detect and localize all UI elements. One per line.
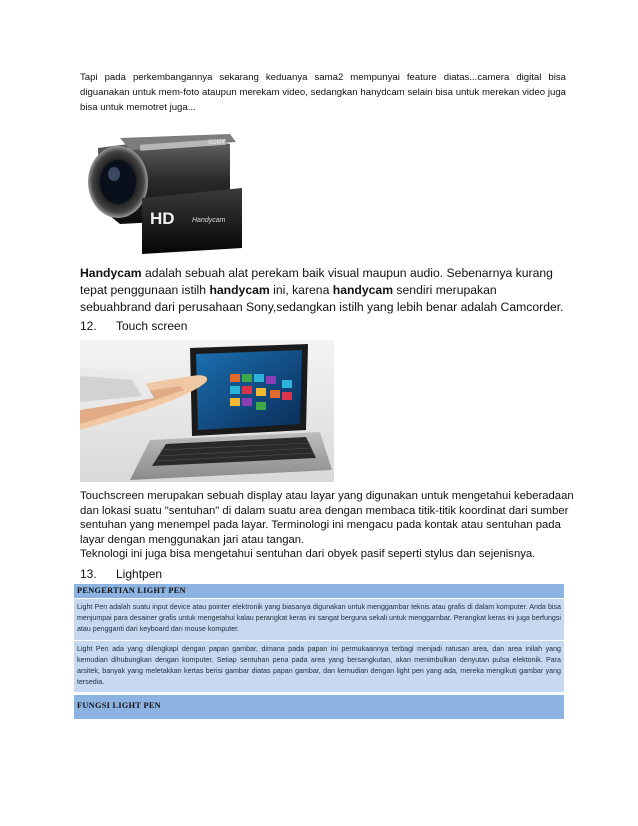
touchscreen-photo [80,340,334,482]
term-handycam: handycam [209,283,270,297]
handycam-logo: Handycam [192,217,226,224]
section-number: 12. [80,319,97,333]
camera-brand-label: SONY [208,140,226,146]
intro-paragraph: Tapi pada perkembangannya sekarang keduanya sama2 mempunyai feature diatas...camera digital bisa diguanakan untuk mem-foto ataupun merekam video, sedangkan hanydcam selain bisa untuk merekan video juga bisa untuk memotret juga... [80,72,566,113]
touchscreen-paragraph [80,489,574,562]
lightpen-table [74,584,564,719]
table-header-pengertian: PENGERTIAN LIGHT PEN [74,584,564,598]
section-title: Lightpen [116,567,163,581]
text-line: sentuhan yang menempel pada layar. Terminologi ini mengacu pada kontak atau sentuhan pada [80,519,561,532]
term-handycam: handycam [332,283,394,297]
section-number: 13. [80,567,97,581]
text-line: layar dengan menggunakan jari atau tangan. [80,533,305,546]
text-line: Touchscreen merupakan sebuah display atau layar yang digunakan untuk mengetahui keberadaan [80,490,574,502]
term-handycam: Handycam [80,266,142,280]
section-13-heading [80,567,162,582]
handycam-paragraph: Handycam adalah sebuah alat perekam baik visual maupun audio. Sebenarnya kurang tepat penggunaan istilh handycam ini, karena handycam sendiri merupakan sebuahbrand dari perusahaan Sony,sedangkan istilh yang lebih benar adalah Camcorder. [80,266,564,314]
section-12-heading [80,319,187,334]
text-line: Teknologi ini juga bisa mengetahui sentuhan dari obyek pasif seperti stylus dan sejenisnya. [80,548,536,561]
hd-badge: HD [150,209,175,228]
table-paragraph: Light Pen ada yang dilengkapi dengan papan gambar, dimana pada papan ini permukaannya terbagi menjadi ratusan area, dan area inilah yang kemudian dihubungkan dengan komputer. Setiap sentuhan pena pada area yang bersangkutan, akan menimbulkan denyutan pulsa elektonik. Para arsitek, banyak yang meletakkan kertas berisi gambar diatas papan gambar, dan kemudian dengan light pen yang ada, mereka mengikuti gambar yang tersedia. [74,641,564,693]
handycam-photo [80,128,252,256]
table-paragraph: Light Pen adalah suatu input device atau pointer elektronik yang biasanya digunakan untuk menggambar teknis atau grafis di dalam komputer. Anda bisa menjumpai para desainer grafis untuk mengetahui kalau perangkat keras ini sangat berguna sekali untuk menggambar. Perangkat keras ini juga berfungsi atau pengganti dari keyboard dan mouse komputer. [74,599,564,640]
section-title: Touch screen [116,319,188,333]
table-header-fungsi: FUNGSI LIGHT PEN [74,695,564,719]
text-line: dan lokasi suatu "sentuhan" di dalam suatu area dengan membaca titik-titik koordinat dari sumber [80,504,569,517]
